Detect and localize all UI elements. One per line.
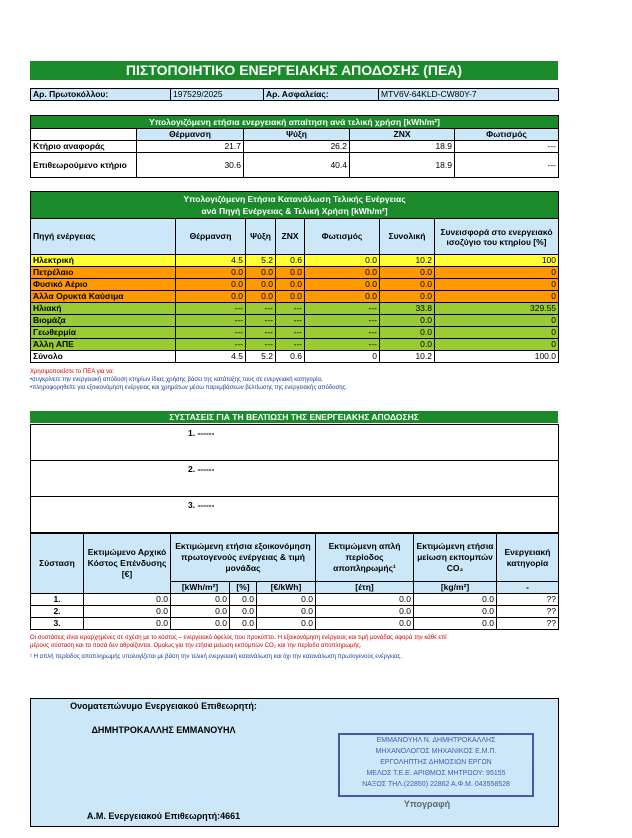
cell: 0.0 [246, 267, 276, 279]
recommendations-box [30, 424, 559, 533]
consumption-title-line2: ανά Πηγή Ενέργειας & Τελική Χρήση [kWh/m²] [201, 206, 388, 216]
consumption-title [31, 192, 559, 219]
cell: 0.0 [230, 618, 257, 630]
cell: ?? [497, 606, 559, 618]
row-label: Επιθεωρούμενο κτήριο [31, 153, 137, 178]
table-row [31, 594, 559, 606]
col-header: Θέρμανση [176, 219, 246, 255]
cell: --- [305, 315, 380, 327]
cell: 0.0 [276, 267, 305, 279]
recommendation-item [31, 497, 558, 532]
cell: 0.0 [171, 594, 230, 606]
cell: 4.5 [176, 255, 246, 267]
col-header: Συνεισφορά στο ενεργειακό ισοζύγιο του κτηρίου [%] [435, 219, 559, 255]
cell: 0.0 [257, 606, 316, 618]
recommendation-number: 2. [31, 606, 84, 618]
cell: 0.0 [414, 618, 497, 630]
table-row [31, 303, 559, 315]
recommendation-number: 3. [31, 618, 84, 630]
cell: ?? [497, 618, 559, 630]
insurance-label: Αρ. Ασφαλείας: [264, 89, 379, 101]
stamp-line: ΜΗΧΑΝΟΛΟΓΟΣ ΜΗΧΑΝΙΚΟΣ Ε.Μ.Π. [375, 748, 497, 755]
source-label: Ηλεκτρική [31, 255, 176, 267]
inspector-am: Α.Μ. Ενεργειακού Επιθεωρητή:4661 [86, 811, 241, 821]
cell: 0.0 [84, 606, 171, 618]
table-row [31, 255, 559, 267]
cell: 26.2 [244, 141, 350, 153]
stamp-line: ΜΕΛΟΣ Τ.Ε.Ε. ΑΡΙΘΜΟΣ ΜΗΤΡΩΟΥ: 95155 [366, 770, 506, 777]
unit-cell: [kg/m²] [414, 582, 497, 594]
cost-header: Εκτιμώμενο Αρχικό Κόστος Επένδυσης [€] [84, 534, 171, 594]
cell: 0.0 [246, 291, 276, 303]
table-row [31, 267, 559, 279]
col-header: ΖΝΧ [276, 219, 305, 255]
inspector-box [30, 698, 297, 827]
cell: --- [455, 153, 559, 178]
cell: ?? [497, 594, 559, 606]
source-label: Άλλα Ορυκτά Καύσιμα [31, 291, 176, 303]
table-row [31, 339, 559, 351]
cell: 0.0 [380, 291, 435, 303]
cost-header: Ενεργειακή κατηγορία [497, 534, 559, 582]
cost-header: Εκτιμώμενη ετήσια μείωση εκπομπών CO₂ [414, 534, 497, 582]
cell: 21.7 [137, 141, 244, 153]
source-label: Σύνολο [31, 351, 176, 363]
unit-cell: [έτη] [316, 582, 414, 594]
cell: --- [176, 303, 246, 315]
cell: 0 [435, 339, 559, 351]
cell: 0.6 [276, 351, 305, 363]
cell: --- [176, 327, 246, 339]
protocol-label: Αρ. Πρωτοκόλλου: [31, 89, 171, 101]
signature-label: Υπογραφή [403, 799, 451, 809]
row-label: Κτήριο αναφοράς [31, 141, 137, 153]
table-row [31, 141, 559, 153]
recommendation-item [31, 461, 558, 497]
demand-col: Φωτισμός [455, 129, 559, 141]
recommendation-text: 3. ------ [188, 500, 215, 510]
footnote-line2: μέρους σύσταση και τα ποσά δεν αθροίζονται. Ομοίως για την ετήσια μείωση εκπομπών CO₂ και την περίοδο αποπληρωμής. [30, 643, 362, 649]
cell: 0.0 [380, 339, 435, 351]
recommendation-text: 1. ------ [188, 428, 215, 438]
cell: 0.0 [84, 594, 171, 606]
cell: --- [276, 303, 305, 315]
cell: --- [246, 339, 276, 351]
cell: 30.6 [137, 153, 244, 178]
recommendations-title: ΣΥΣΤΑΣΕΙΣ ΓΙΑ ΤΗ ΒΕΛΤΙΩΣΗ ΤΗΣ ΕΝΕΡΓΕΙΑΚΗΣ ΑΠΟΔΟΣΗΣ [30, 411, 558, 423]
cell: 0.0 [316, 618, 414, 630]
consumption-title-line1: Υπολογιζόμενη Ετήσια Κατανάλωση Τελικής Ενέργειας [183, 194, 406, 204]
cell: 0.0 [176, 279, 246, 291]
cell: 0 [435, 291, 559, 303]
source-label: Βιομάζα [31, 315, 176, 327]
unit-cell: [€/kWh] [257, 582, 316, 594]
unit-cell: [kWh/m²] [171, 582, 230, 594]
cell: 0.0 [414, 594, 497, 606]
cell: 10.2 [380, 351, 435, 363]
cell: 0.0 [171, 618, 230, 630]
unit-cell: - [497, 582, 559, 594]
cell: 0 [305, 351, 380, 363]
cell: --- [305, 327, 380, 339]
cell: 0.0 [246, 279, 276, 291]
cell: 0.0 [316, 606, 414, 618]
cell: 0.0 [380, 315, 435, 327]
demand-col: Ψύξη [244, 129, 350, 141]
unit-cell: [%] [230, 582, 257, 594]
cell: 33.8 [380, 303, 435, 315]
usage-intro: Χρησιμοποιείστε το ΠΕΑ για να: [30, 369, 115, 375]
cell: 0.0 [305, 267, 380, 279]
signature-box [296, 698, 559, 827]
page-title: ΠΙΣΤΟΠΟΙΗΤΙΚΟ ΕΝΕΡΓΕΙΑΚΗΣ ΑΠΟΔΟΣΗΣ (ΠΕΑ) [30, 61, 558, 80]
cell: 0 [435, 279, 559, 291]
stamp [338, 733, 534, 797]
cell: 100 [435, 255, 559, 267]
source-label: Φυσικό Αέριο [31, 279, 176, 291]
cell: 0.0 [276, 291, 305, 303]
cell: 18.9 [350, 141, 455, 153]
cost-header: Εκτιμώμενη ετήσια εξοικονόμηση πρωτογενούς ενέργειας & τιμή μονάδας [171, 534, 316, 582]
cell: --- [276, 327, 305, 339]
table-row [31, 351, 559, 363]
col-header: Συνολική [380, 219, 435, 255]
demand-col: Θέρμανση [137, 129, 244, 141]
cost-header: Σύσταση [31, 534, 84, 594]
cell: 0.0 [305, 255, 380, 267]
cell: 5.2 [246, 255, 276, 267]
cell: 0.0 [276, 279, 305, 291]
col-header: Ψύξη [246, 219, 276, 255]
cell: --- [305, 339, 380, 351]
inspector-name-label: Ονοματεπώνυμο Ενεργειακού Επιθεωρητή: [70, 701, 257, 711]
demand-table [30, 115, 559, 178]
usage-line2: •πληροφορηθείτε για εξοικονόμηση ενέργειας και χρημάτων μέσω παρεμβάσεων βελτίωσης της ενεργειακής απόδοσης. [30, 385, 348, 391]
table-row [31, 315, 559, 327]
col-header: Πηγή ενέργειας [31, 219, 176, 255]
cell: 0.0 [230, 606, 257, 618]
cell: 0.0 [257, 594, 316, 606]
cell: 0.6 [276, 255, 305, 267]
cell: 0 [435, 327, 559, 339]
cell: --- [246, 315, 276, 327]
demand-title: Υπολογιζόμενη ετήσια ενεργειακή απαίτηση ανά τελική χρήση [kWh/m²] [31, 116, 559, 129]
stamp-line: ΝΑΞΟΣ ΤΗΛ.(22850) 22862 Α.Φ.Μ. 043558528 [362, 781, 510, 788]
cell: 18.9 [350, 153, 455, 178]
stamp-line: ΕΜΜΑΝΟΥΗΛ Ν. ΔΗΜΗΤΡΟΚΑΛΛΗΣ [376, 737, 496, 744]
cell: 0.0 [305, 279, 380, 291]
footnote-line3: ¹ Η απλή περίοδος αποπληρωμής υπολογίζεται με βάση την τελική ενεργειακή κατανάλωση και όχι την κατανάλωση πρωτογενούς ενέργειας. [30, 654, 403, 660]
cell: --- [246, 303, 276, 315]
cell: 0 [435, 315, 559, 327]
cell: 0.0 [176, 291, 246, 303]
cell: 0.0 [230, 594, 257, 606]
cell: 0.0 [380, 327, 435, 339]
table-row [31, 291, 559, 303]
cell: 4.5 [176, 351, 246, 363]
cell: 10.2 [380, 255, 435, 267]
cell: --- [246, 327, 276, 339]
cell: --- [455, 141, 559, 153]
cost-header: Εκτιμώμενη απλή περίοδος αποπληρωμής¹ [316, 534, 414, 582]
cell: 0.0 [316, 594, 414, 606]
table-row [31, 606, 559, 618]
cell: 0 [435, 267, 559, 279]
source-label: Άλλη ΑΠΕ [31, 339, 176, 351]
recommendation-number: 1. [31, 594, 84, 606]
source-label: Πετρέλαιο [31, 267, 176, 279]
cell: 0.0 [380, 279, 435, 291]
table-row [31, 153, 559, 178]
cell: --- [276, 315, 305, 327]
cell: 100.0 [435, 351, 559, 363]
recommendation-text: 2. ------ [188, 464, 215, 474]
cell: --- [276, 339, 305, 351]
cell: --- [176, 315, 246, 327]
cell: 0.0 [414, 606, 497, 618]
consumption-table [30, 191, 559, 363]
footnote-line1: Οι συστάσεις είναι ιεραρχημένες σε σχέση με το κόστος – ενεργειακό όφελος που προκύπτει. Η εξοικονόμηση ενέργειας και τιμή μονάδας αφορά την κάθε επί [30, 635, 447, 641]
cell: 0.0 [257, 618, 316, 630]
col-header: Φωτισμός [305, 219, 380, 255]
cell: 5.2 [246, 351, 276, 363]
table-row [31, 279, 559, 291]
demand-col: ΖΝΧ [350, 129, 455, 141]
source-label: Γεωθερμία [31, 327, 176, 339]
cell: --- [176, 339, 246, 351]
table-row [31, 327, 559, 339]
stamp-line: ΕΡΓΟΛΗΠΤΗΣ ΔΗΜΟΣΙΩΝ ΕΡΓΩΝ [380, 759, 492, 766]
cost-table [30, 533, 559, 630]
cell: 329.55 [435, 303, 559, 315]
source-label: Ηλιακή [31, 303, 176, 315]
table-row [31, 618, 559, 630]
cell: 40.4 [244, 153, 350, 178]
cell: 0.0 [171, 606, 230, 618]
recommendation-item [31, 425, 558, 461]
usage-line1: •συγκρίνετε την ενεργειακή απόδοση κτηρίων ίδιας χρήσης βάσει της κατάταξης τους σε ενεργειακή κατηγορία, [30, 377, 323, 383]
cell: 0.0 [380, 267, 435, 279]
header-info [30, 88, 559, 101]
cell: 0.0 [84, 618, 171, 630]
insurance-value: MTV6V-64KLD-CW80Y-7 [379, 89, 559, 101]
inspector-name: ΔΗΜΗΤΡΟΚΑΛΛΗΣ ΕΜΜΑΝΟΥΗΛ [91, 725, 236, 735]
cell: 0.0 [176, 267, 246, 279]
cell: 0.0 [305, 291, 380, 303]
cell: --- [305, 303, 380, 315]
protocol-value: 197529/2025 [171, 89, 264, 101]
